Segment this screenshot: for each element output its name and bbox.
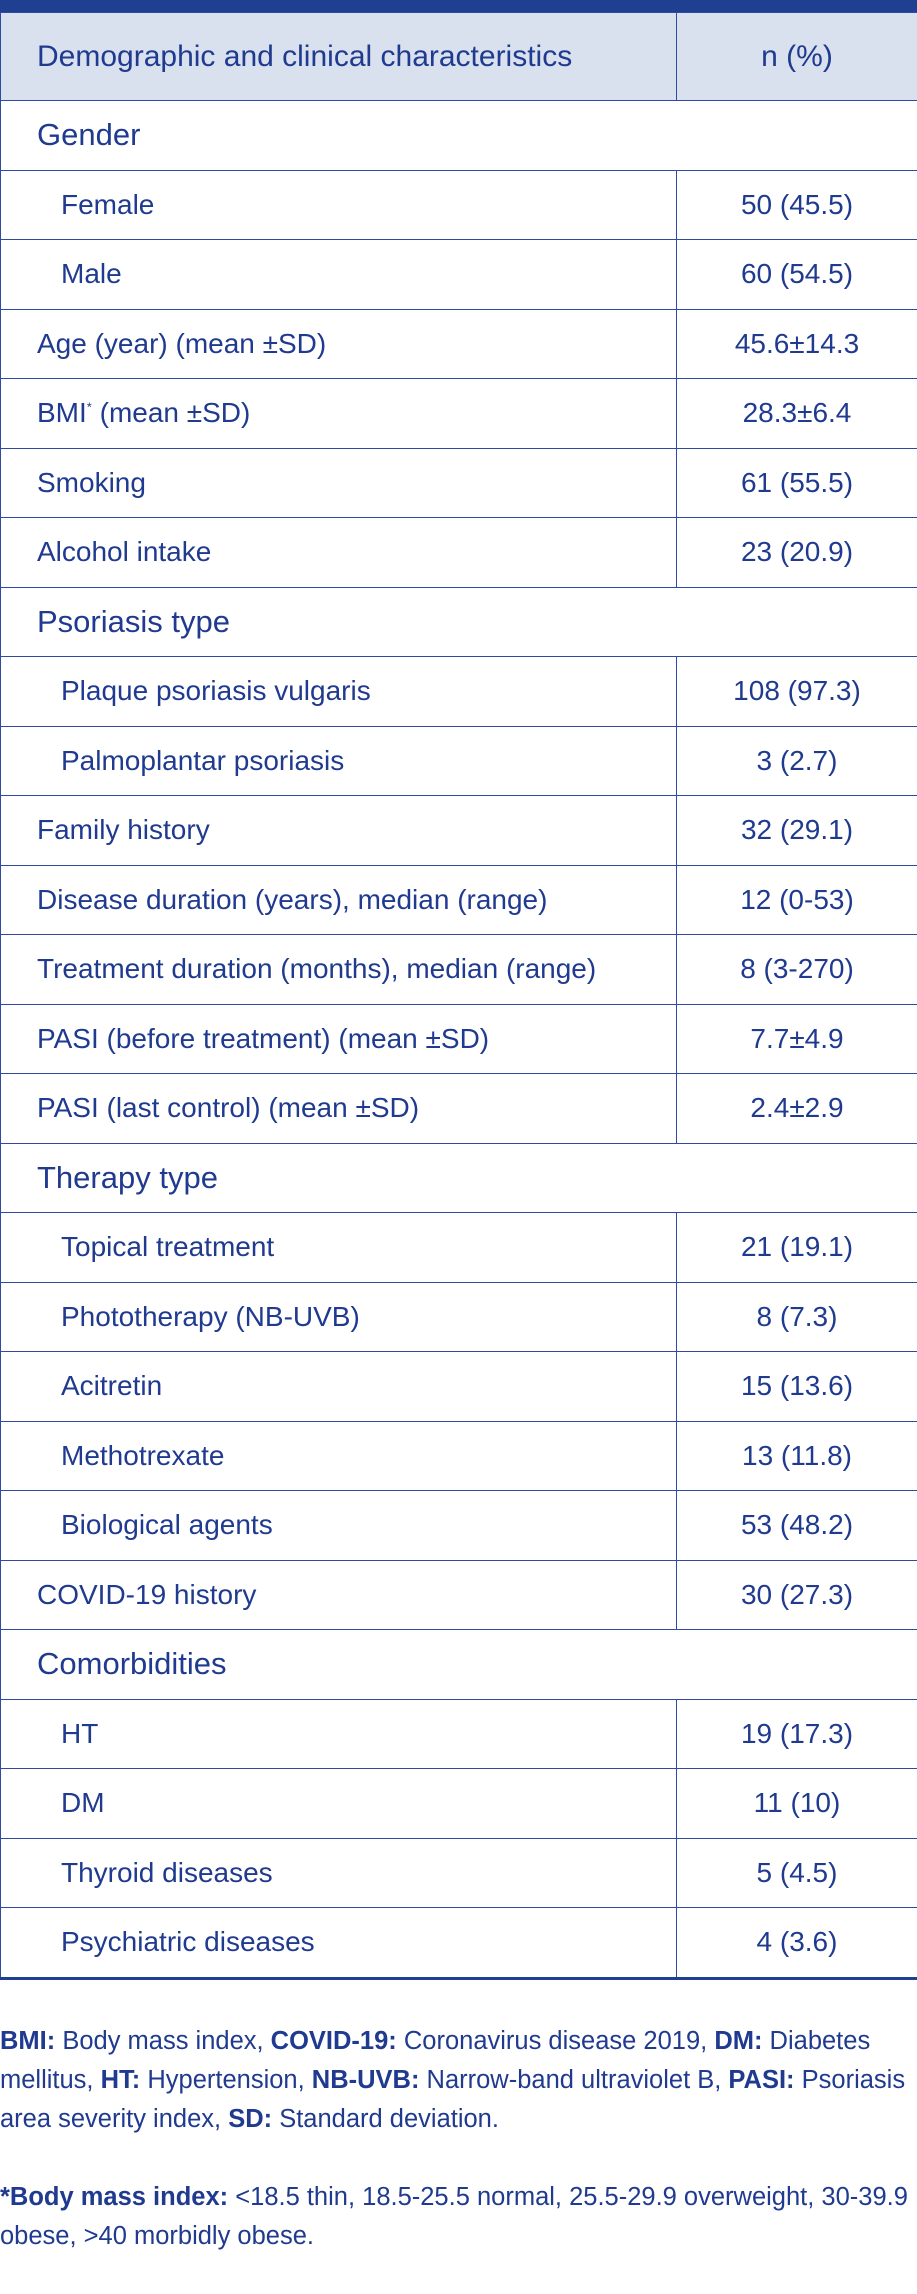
row-label-text: Disease duration (years), median (range) — [37, 883, 548, 915]
row-label-text: Smoking — [37, 466, 146, 498]
row-label — [1, 240, 677, 310]
row-label-text: PASI (last control) (mean ±SD) — [37, 1092, 420, 1124]
table-row — [1, 1491, 917, 1561]
row-value: 4 (3.6) — [677, 1908, 917, 1979]
row-label — [1, 170, 677, 240]
row-label-suffix: (mean ±SD) — [91, 397, 251, 429]
row-value: 2.4±2.9 — [677, 1074, 917, 1144]
table-row — [1, 1908, 917, 1979]
table-row — [1, 1352, 917, 1422]
table-row — [1, 448, 917, 518]
row-label — [1, 865, 677, 935]
row-label-text: Acitretin — [61, 1370, 163, 1402]
row-label — [1, 1838, 677, 1908]
row-value: 8 (7.3) — [677, 1282, 917, 1352]
row-label-text: HT — [61, 1717, 99, 1749]
row-label — [1, 1491, 677, 1561]
section-row — [1, 101, 917, 171]
table-row — [1, 657, 917, 727]
row-value: 13 (11.8) — [677, 1421, 917, 1491]
abbreviation-definition: Coronavirus disease 2019, — [396, 2027, 715, 2055]
row-label — [1, 1004, 677, 1074]
row-label — [1, 1352, 677, 1422]
abbreviation-definition: Narrow-band ultraviolet B, — [419, 2066, 729, 2094]
row-value: 53 (48.2) — [677, 1491, 917, 1561]
row-label-text: Methotrexate — [61, 1439, 225, 1471]
table-row — [1, 1838, 917, 1908]
row-label — [1, 1699, 677, 1769]
row-value: 28.3±6.4 — [677, 379, 917, 449]
table-row — [1, 240, 917, 310]
abbreviation-term: PASI: — [728, 2066, 795, 2094]
row-label — [1, 657, 677, 727]
characteristics-table — [0, 12, 917, 1980]
table-row — [1, 726, 917, 796]
row-label — [1, 1908, 677, 1979]
row-value: 11 (10) — [677, 1769, 917, 1839]
row-value: 5 (4.5) — [677, 1838, 917, 1908]
row-label-text: Psychiatric diseases — [61, 1926, 315, 1958]
row-label-text: Topical treatment — [61, 1231, 275, 1263]
table-row — [1, 1421, 917, 1491]
header-characteristics: Demographic and clinical characteristics — [1, 13, 677, 101]
row-value: 8 (3-270) — [677, 935, 917, 1005]
table-row — [1, 309, 917, 379]
abbreviation-term: BMI: — [0, 2027, 56, 2055]
row-label — [1, 1560, 677, 1630]
abbreviation-definition: Psoriasis area severity index, — [0, 2066, 906, 2133]
table-row — [1, 1769, 917, 1839]
table-row — [1, 1074, 917, 1144]
table-top-rule — [0, 0, 917, 12]
row-value: 23 (20.9) — [677, 518, 917, 588]
row-label-text: Female — [61, 188, 155, 220]
row-label — [1, 1213, 677, 1283]
abbreviation-definition: Hypertension, — [140, 2066, 312, 2094]
row-value: 30 (27.3) — [677, 1560, 917, 1630]
row-value: 61 (55.5) — [677, 448, 917, 518]
abbreviation-term: HT: — [100, 2066, 141, 2094]
abbreviations-note — [0, 2022, 910, 2139]
row-label — [1, 935, 677, 1005]
section-row — [1, 587, 917, 657]
row-value: 45.6±14.3 — [677, 309, 917, 379]
row-label-text: Thyroid diseases — [61, 1856, 273, 1888]
row-label-text: Phototherapy (NB-UVB) — [61, 1300, 360, 1332]
row-label-text: Palmoplantar psoriasis — [61, 744, 345, 776]
row-label-text: DM — [61, 1787, 105, 1819]
table-row — [1, 1213, 917, 1283]
footnote-marker: * — [86, 399, 92, 415]
row-label-text: COVID-19 history — [37, 1578, 257, 1610]
bmi-footnote — [0, 2178, 910, 2256]
section-label: Therapy type — [1, 1143, 917, 1213]
row-label-text: Biological agents — [61, 1509, 273, 1541]
table-row — [1, 1004, 917, 1074]
row-label — [1, 448, 677, 518]
abbreviation-term: NB-UVB: — [311, 2066, 420, 2094]
table-notes — [0, 2022, 910, 2256]
table-body — [1, 101, 917, 1979]
row-value: 21 (19.1) — [677, 1213, 917, 1283]
section-label: Psoriasis type — [1, 587, 917, 657]
row-label — [1, 379, 677, 449]
table-row — [1, 379, 917, 449]
abbreviation-term: COVID-19: — [270, 2027, 397, 2055]
table-row — [1, 865, 917, 935]
row-value: 50 (45.5) — [677, 170, 917, 240]
row-label-text: PASI (before treatment) (mean ±SD) — [37, 1022, 490, 1054]
row-value: 19 (17.3) — [677, 1699, 917, 1769]
table-header-row — [1, 13, 917, 101]
row-label — [1, 1769, 677, 1839]
row-label-text: Alcohol intake — [37, 536, 212, 568]
section-row — [1, 1143, 917, 1213]
footnote-text: <18.5 thin, 18.5-25.5 normal, 25.5-29.9 overweight, 30-39.9 obese, >40 morbidly obese. — [0, 2183, 908, 2250]
row-label — [1, 1074, 677, 1144]
row-value: 32 (29.1) — [677, 796, 917, 866]
header-n-percent: n (%) — [677, 13, 917, 101]
table-row — [1, 518, 917, 588]
row-label-text: Plaque psoriasis vulgaris — [61, 675, 371, 707]
row-label — [1, 309, 677, 379]
row-label-text: Age (year) (mean ±SD) — [37, 327, 327, 359]
row-label — [1, 796, 677, 866]
table-row — [1, 1560, 917, 1630]
row-value: 108 (97.3) — [677, 657, 917, 727]
table-row — [1, 1282, 917, 1352]
row-value: 7.7±4.9 — [677, 1004, 917, 1074]
row-label-text: Treatment duration (months), median (range) — [37, 953, 597, 985]
row-label — [1, 1421, 677, 1491]
row-label-text: BMI — [37, 397, 87, 429]
row-label — [1, 726, 677, 796]
row-label — [1, 1282, 677, 1352]
footnote-term: *Body mass index: — [0, 2183, 229, 2211]
abbreviation-definition: Standard deviation. — [272, 2105, 499, 2133]
abbreviation-term: DM: — [714, 2027, 763, 2055]
abbreviation-term: SD: — [228, 2105, 273, 2133]
row-value: 15 (13.6) — [677, 1352, 917, 1422]
abbreviation-definition: Body mass index, — [55, 2027, 271, 2055]
row-label — [1, 518, 677, 588]
row-label-text: Family history — [37, 814, 210, 846]
row-value: 3 (2.7) — [677, 726, 917, 796]
section-row — [1, 1630, 917, 1700]
table-row — [1, 796, 917, 866]
row-label-text: Male — [61, 258, 122, 290]
row-value: 60 (54.5) — [677, 240, 917, 310]
section-label: Gender — [1, 101, 917, 171]
table-row — [1, 935, 917, 1005]
row-value: 12 (0-53) — [677, 865, 917, 935]
abbreviation-definition: Diabetes mellitus, — [0, 2027, 871, 2094]
table-row — [1, 170, 917, 240]
table-row — [1, 1699, 917, 1769]
section-label: Comorbidities — [1, 1630, 917, 1700]
